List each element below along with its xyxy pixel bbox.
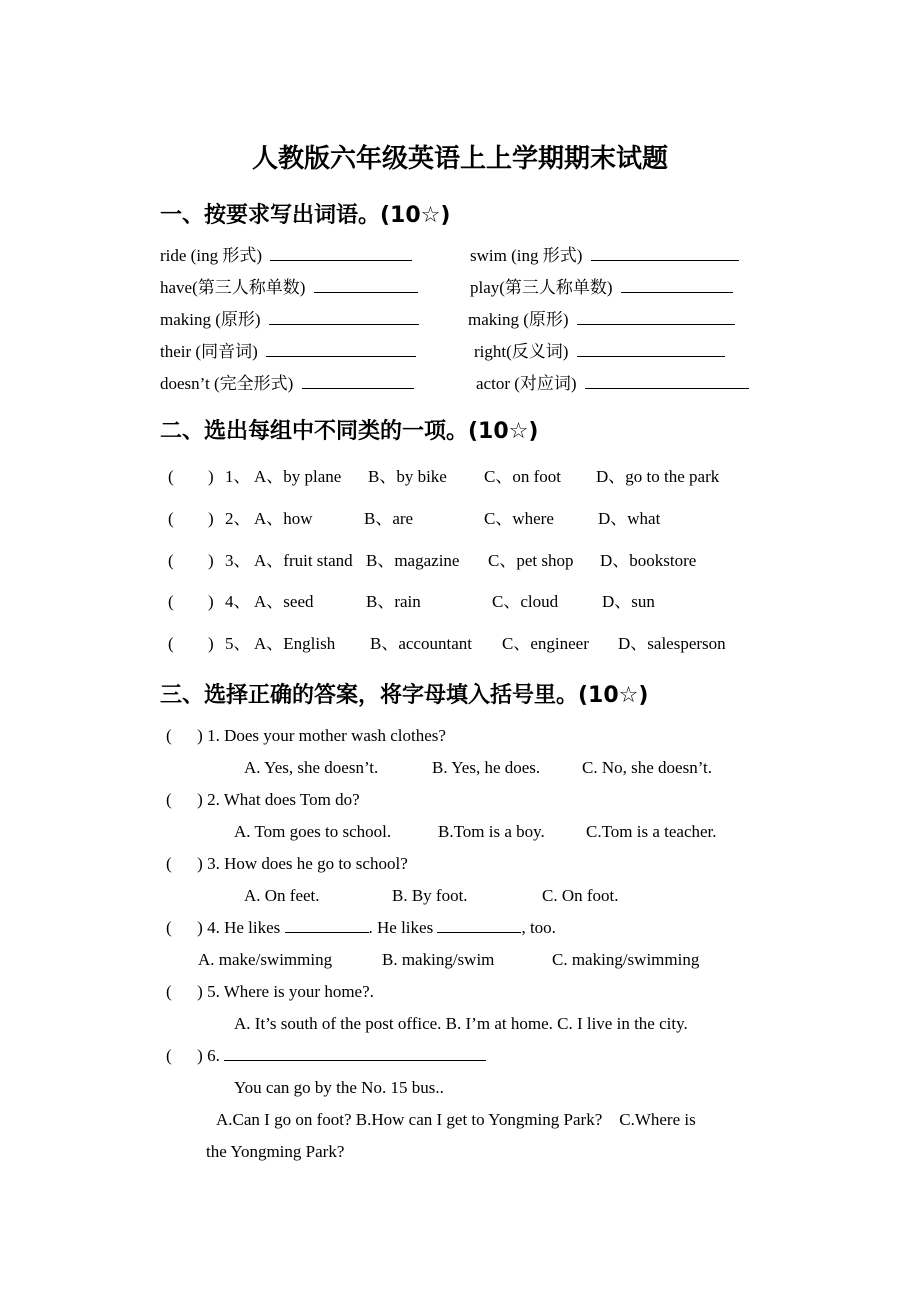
s3-q3-option-a: A. On feet. — [244, 886, 320, 905]
answer-blank[interactable] — [224, 1046, 486, 1061]
s2-q2-close-paren: ) — [208, 509, 214, 528]
s3-q3-stem: ( ) 3. How does he go to school? — [166, 854, 408, 873]
s2-q2-open-paren: ( — [168, 509, 174, 528]
answer-blank[interactable] — [577, 310, 735, 325]
s2-q1-option-d: D、go to the park — [596, 467, 720, 486]
s1-item-5-right — [476, 373, 749, 395]
s2-q4-number: 4、 — [225, 592, 251, 611]
s1-item-4-right — [474, 341, 725, 363]
answer-blank[interactable] — [585, 374, 749, 389]
s3-q6-answer: You can go by the No. 15 bus.. — [234, 1078, 444, 1097]
s1-item-4-left-label: their (同音词) — [160, 342, 258, 361]
s1-item-1-right — [470, 245, 739, 267]
answer-blank[interactable] — [621, 278, 733, 293]
s2-q5-option-c: C、engineer — [502, 634, 589, 653]
s2-q3-option-c: C、pet shop — [488, 551, 574, 570]
s3-q2-stem: ( ) 2. What does Tom do? — [166, 790, 360, 809]
answer-blank[interactable] — [285, 918, 369, 933]
s2-q4-option-c: C、cloud — [492, 592, 559, 611]
s2-q4-option-d: D、sun — [602, 592, 655, 611]
answer-blank[interactable] — [437, 918, 521, 933]
s2-q3-number: 3、 — [225, 551, 251, 570]
s1-item-4-right-label: right(反义词) — [474, 342, 569, 361]
s1-item-1-left — [160, 245, 412, 267]
answer-blank[interactable] — [591, 246, 739, 261]
s2-q1-number: 1、 — [225, 467, 251, 486]
s1-item-2-left-label: have(第三人称单数) — [160, 278, 306, 297]
s2-q1-close-paren: ) — [208, 467, 214, 486]
s2-q1-option-b: B、by bike — [368, 467, 447, 486]
answer-blank[interactable] — [266, 342, 416, 357]
section-2-heading: 二、选出每组中不同类的一项。(10☆) — [160, 419, 539, 444]
s2-q2-option-d: D、what — [598, 509, 661, 528]
s3-q1-option-a: A. Yes, she doesn’t. — [244, 758, 379, 777]
s3-q4-option-a: A. make/swimming — [198, 950, 333, 969]
s3-q1-stem: ( ) 1. Does your mother wash clothes? — [166, 726, 446, 745]
s3-q3-option-b: B. By foot. — [392, 886, 468, 905]
s1-item-5-left — [160, 373, 414, 395]
s2-q3-option-a: A、fruit stand — [254, 551, 353, 570]
s2-q5-number: 5、 — [225, 634, 251, 653]
answer-blank[interactable] — [577, 342, 725, 357]
s3-q4-stem-part-3: , too. — [521, 918, 556, 937]
answer-blank[interactable] — [314, 278, 418, 293]
s2-q5-option-d: D、salesperson — [618, 634, 726, 653]
s2-q3-option-b: B、magazine — [366, 551, 460, 570]
section-1-heading: 一、按要求写出词语。(10☆) — [160, 203, 451, 228]
s3-q4-stem-part-2: . He likes — [368, 918, 438, 937]
s1-item-3-right-label: making (原形) — [468, 310, 569, 329]
s3-q4-stem — [166, 917, 556, 939]
s1-item-1-right-label: swim (ing 形式) — [470, 246, 583, 265]
s2-q5-option-a: A、English — [254, 634, 336, 653]
s3-q6-options-line-1: A.Can I go on foot? B.How can I get to Yongming Park? C.Where is — [216, 1110, 696, 1129]
s2-q2-option-a: A、how — [254, 509, 313, 528]
s3-q6-stem-label: ( ) 6. — [166, 1046, 225, 1065]
s1-item-4-left — [160, 341, 416, 363]
s2-q4-close-paren: ) — [208, 592, 214, 611]
s3-q4-stem-part-1: ( ) 4. He likes — [166, 918, 285, 937]
s3-q6-stem — [166, 1045, 486, 1067]
s2-q1-open-paren: ( — [168, 467, 174, 486]
s3-q5-options: A. It’s south of the post office. B. I’m at home. C. I live in the city. — [234, 1014, 688, 1033]
s1-item-3-right — [468, 309, 735, 331]
s2-q2-option-b: B、are — [364, 509, 414, 528]
s2-q2-number: 2、 — [225, 509, 251, 528]
s3-q4-option-b: B. making/swim — [382, 950, 495, 969]
answer-blank[interactable] — [270, 246, 412, 261]
s3-q2-option-a: A. Tom goes to school. — [234, 822, 392, 841]
page-title: 人教版六年级英语上上学期期末试题 — [251, 144, 668, 174]
s1-item-2-right-label: play(第三人称单数) — [470, 278, 613, 297]
s3-q1-option-b: B. Yes, he does. — [432, 758, 541, 777]
answer-blank[interactable] — [302, 374, 414, 389]
s3-q3-option-c: C. On foot. — [542, 886, 619, 905]
s2-q4-option-b: B、rain — [366, 592, 421, 611]
s1-item-3-left-label: making (原形) — [160, 310, 261, 329]
s2-q1-option-a: A、by plane — [254, 467, 342, 486]
s3-q2-option-b: B.Tom is a boy. — [438, 822, 545, 841]
s3-q5-stem: ( ) 5. Where is your home?. — [166, 982, 374, 1001]
s1-item-2-left — [160, 277, 418, 299]
s2-q5-close-paren: ) — [208, 634, 214, 653]
s2-q1-option-c: C、on foot — [484, 467, 561, 486]
s1-item-1-left-label: ride (ing 形式) — [160, 246, 262, 265]
s2-q2-option-c: C、where — [484, 509, 554, 528]
s1-item-2-right — [470, 277, 733, 299]
section-3-heading: 三、选择正确的答案，将字母填入括号里。(10☆) — [160, 683, 649, 708]
s2-q3-option-d: D、bookstore — [600, 551, 697, 570]
s3-q6-options-line-2: the Yongming Park? — [206, 1142, 345, 1161]
s2-q5-open-paren: ( — [168, 634, 174, 653]
s2-q4-open-paren: ( — [168, 592, 174, 611]
answer-blank[interactable] — [269, 310, 419, 325]
s2-q3-open-paren: ( — [168, 551, 174, 570]
s2-q5-option-b: B、accountant — [370, 634, 472, 653]
s3-q4-option-c: C. making/swimming — [552, 950, 700, 969]
s3-q2-option-c: C.Tom is a teacher. — [586, 822, 717, 841]
s1-item-3-left — [160, 309, 419, 331]
s1-item-5-right-label: actor (对应词) — [476, 374, 577, 393]
s2-q4-option-a: A、seed — [254, 592, 314, 611]
s2-q3-close-paren: ) — [208, 551, 214, 570]
s3-q1-option-c: C. No, she doesn’t. — [582, 758, 713, 777]
s1-item-5-left-label: doesn’t (完全形式) — [160, 374, 294, 393]
